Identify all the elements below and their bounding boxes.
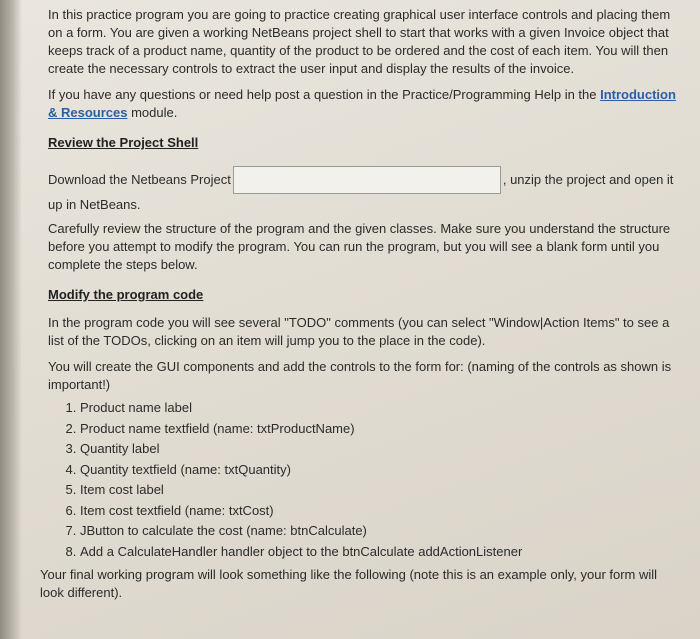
download-row — [48, 166, 676, 194]
page-edge-shadow — [0, 0, 22, 639]
help-suffix: module. — [127, 105, 178, 120]
project-download-link-box[interactable] — [233, 166, 501, 194]
list-item: 2. Product name textfield (name: txtProductName) — [80, 419, 676, 440]
create-paragraph: You will create the GUI components and add the controls to the form for: (naming of the controls as shown is important!) — [48, 359, 672, 392]
introduction-resources-link[interactable]: Introduction & Resources — [48, 87, 676, 120]
final-paragraph: Your final working program will look something like the following (note this is an example only, your form will look different). — [40, 567, 658, 600]
help-prefix: If you have any questions or need help post a question in the Practice/Programming Help in the — [48, 87, 601, 102]
download-tail: up in NetBeans. — [48, 197, 141, 212]
review-heading: Review the Project Shell — [48, 135, 199, 150]
list-item: 1. Product name label — [80, 398, 676, 419]
help-paragraph — [48, 86, 676, 122]
steps-list-wrap — [48, 398, 676, 562]
list-item: 5. Item cost label — [80, 480, 676, 501]
list-item: 3. Quantity label — [80, 439, 676, 460]
modify-heading: Modify the program code — [48, 287, 204, 302]
todo-paragraph: In the program code you will see several "TODO" comments (you can select "Window|Action Items" to see a list of the TODOs, clicking on an item will jump you to the place in the code). — [48, 315, 670, 348]
list-item: 4. Quantity textfield (name: txtQuantity) — [80, 460, 676, 481]
review-body: Carefully review the structure of the program and the given classes. Make sure you understand the structure before you attempt to modify the program. You can run the program, but you will see a blank form until you complete the steps below. — [48, 221, 671, 272]
download-prefix: Download the Netbeans Project — [48, 172, 231, 187]
list-item: 8. Add a CalculateHandler handler object to the btnCalculate addActionListener — [80, 542, 676, 563]
intro-paragraph: In this practice program you are going to practice creating graphical user interface controls and placing them on a form. You are given a working NetBeans project shell to start that works with a given Invoice object that keeps track of a product name, quantity of the product to be ordered and the cost of each item. You will then create the necessary controls to extract the user input and display the results of the invoice. — [48, 7, 671, 76]
list-item: 6. Item cost textfield (name: txtCost) — [80, 501, 676, 522]
steps-list — [58, 398, 676, 562]
download-suffix: , unzip the project and open it — [502, 172, 674, 187]
list-item: 7. JButton to calculate the cost (name: btnCalculate) — [80, 521, 676, 542]
